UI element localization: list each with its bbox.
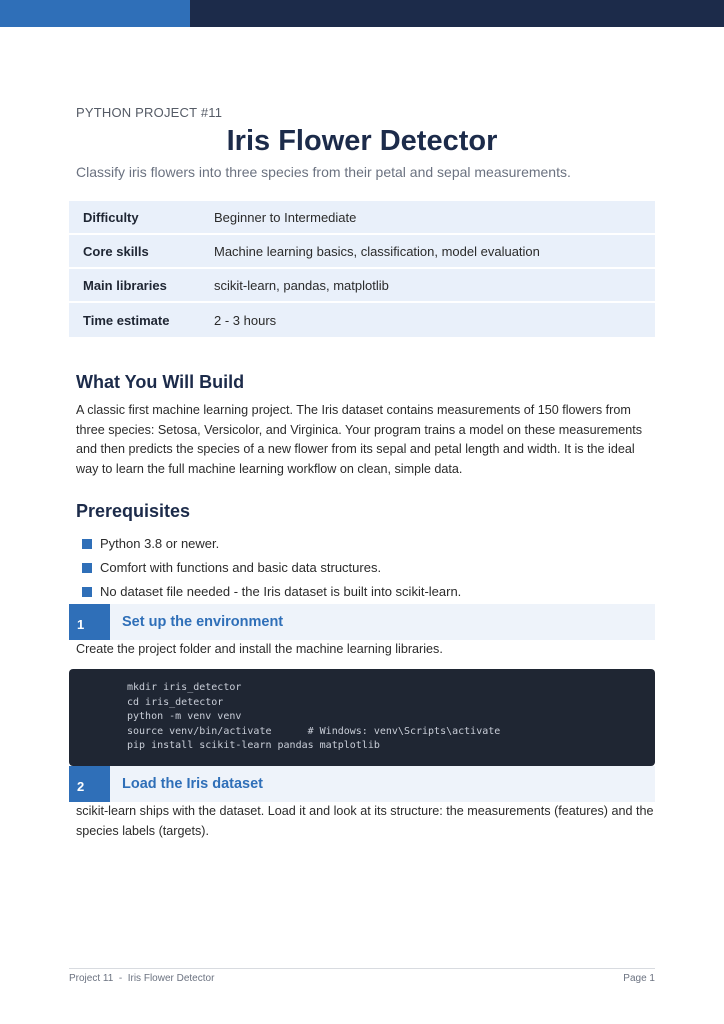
meta-row-difficulty <box>69 201 655 235</box>
list-item-text: No dataset file needed - the Iris dataset is built into scikit-learn. <box>100 583 462 599</box>
meta-value: Machine learning basics, classification, model evaluation <box>214 243 540 259</box>
prerequisites-list <box>82 531 461 603</box>
page-subtitle: Classify iris flowers into three species from their petal and sepal measurements. <box>76 164 571 180</box>
footer-divider <box>69 968 655 969</box>
code-line: source venv/bin/activate # Windows: venv\Scripts\activate <box>127 725 501 737</box>
step-title: Set up the environment <box>122 614 284 630</box>
meta-value: scikit-learn, pandas, matplotlib <box>214 277 389 293</box>
meta-value: 2 - 3 hours <box>214 312 277 328</box>
meta-key: Time estimate <box>83 312 170 328</box>
project-kicker: PYTHON PROJECT #11 <box>76 105 223 120</box>
step-number-badge: 1 <box>69 604 110 640</box>
step-1-header <box>69 604 655 640</box>
step-2-description: scikit-learn ships with the dataset. Load it and look at its structure: the measurements (features) and the species labels (targets). <box>76 804 654 838</box>
meta-row-time-estimate <box>69 303 655 337</box>
meta-key: Difficulty <box>83 209 139 225</box>
meta-value: Beginner to Intermediate <box>214 209 357 225</box>
top-banner <box>0 0 724 27</box>
build-heading: What You Will Build <box>76 372 245 392</box>
meta-key: Main libraries <box>83 277 167 293</box>
bullet-square-icon <box>82 563 92 573</box>
step-number-badge: 2 <box>69 766 110 802</box>
step-title: Load the Iris dataset <box>122 776 264 792</box>
step-1-description: Create the project folder and install the machine learning libraries. <box>76 642 443 656</box>
code-line: python -m venv venv <box>127 711 242 723</box>
top-banner-accent <box>0 0 190 27</box>
prerequisites-heading: Prerequisites <box>76 501 191 521</box>
list-item-text: Comfort with functions and basic data structures. <box>100 559 382 575</box>
footer-project-label: Project 11 - Iris Flower Detector <box>69 973 215 984</box>
code-line: cd iris_detector <box>127 696 224 708</box>
bullet-square-icon <box>82 539 92 549</box>
meta-row-core-skills <box>69 235 655 269</box>
footer-page-number: Page 1 <box>623 973 655 984</box>
code-line: pip install scikit-learn pandas matplotlib <box>127 740 380 752</box>
meta-key: Core skills <box>83 243 149 259</box>
bullet-square-icon <box>82 587 92 597</box>
list-item <box>82 579 461 603</box>
list-item <box>82 555 461 579</box>
build-paragraph: A classic first machine learning project. The Iris dataset contains measurements of 150 flowers from three species: Setosa, Versicolor, and Virginica. Your program trains a model on these measurements and then predicts the species of a new flower from its sepal and petal length and width. It is the ideal way to learn the full machine learning workflow on clean, simple data. <box>76 403 643 476</box>
meta-row-main-libraries <box>69 269 655 303</box>
step-2-header <box>69 766 655 802</box>
code-block <box>69 669 655 766</box>
page-title: Iris Flower Detector <box>226 125 498 157</box>
list-item-text: Python 3.8 or newer. <box>100 535 220 551</box>
code-line: mkdir iris_detector <box>127 682 242 693</box>
list-item <box>82 531 461 555</box>
project-meta-table <box>69 201 655 337</box>
